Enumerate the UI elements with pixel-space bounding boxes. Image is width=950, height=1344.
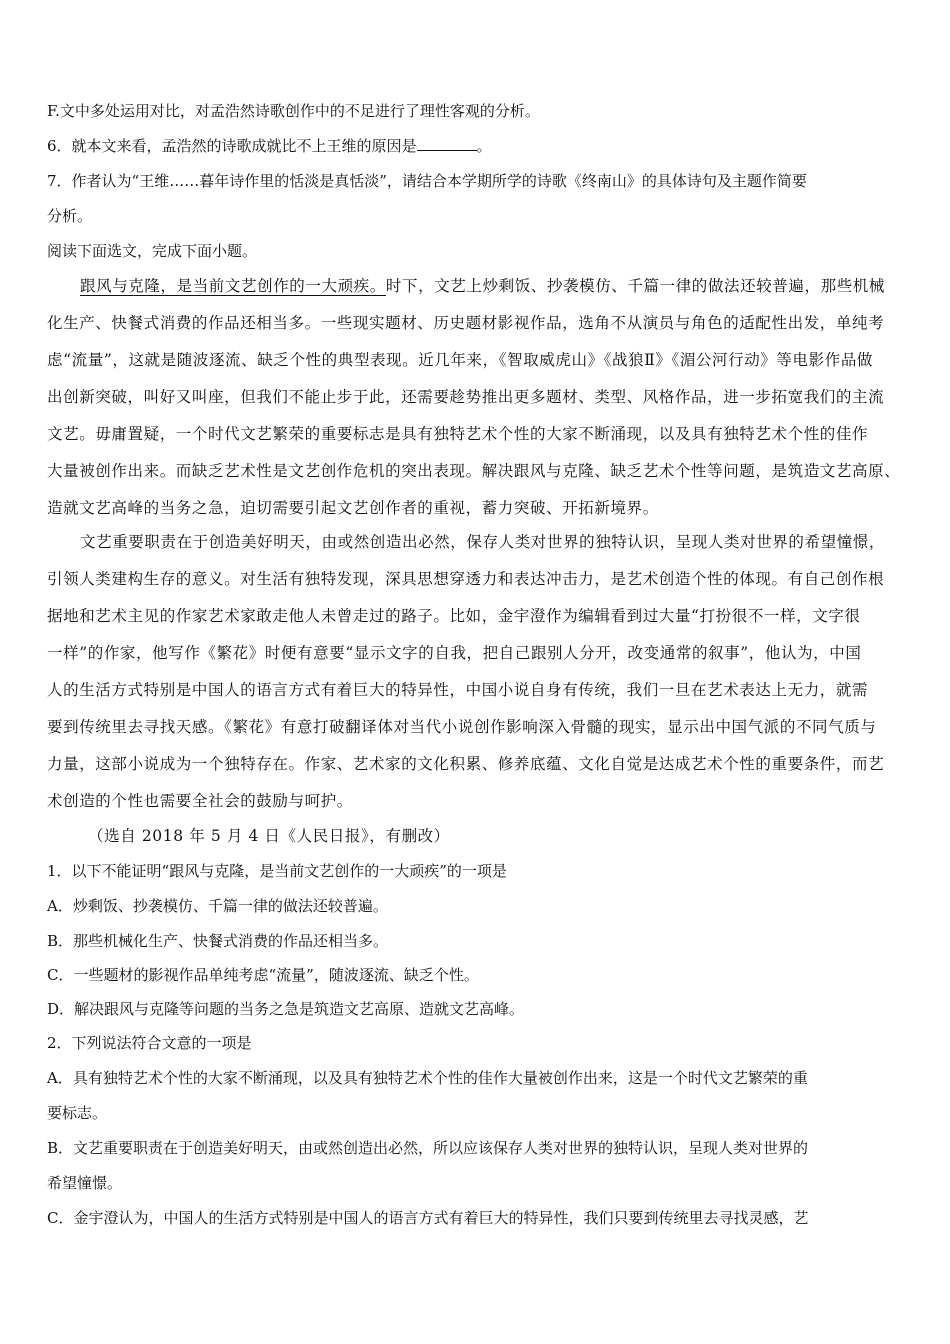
question-2-option-a-line2: 要标志。 (47, 1104, 108, 1122)
passage-p1-line1 (80, 275, 950, 297)
answer-blank (417, 136, 477, 151)
question-1-stem: 1．以下不能证明“跟风与克隆，是当前文艺创作的一大顽疾”的一项是 (47, 862, 507, 880)
passage-source: （选自 2018 年 5 月 4 日《人民日报》，有删改） (88, 827, 450, 845)
question-2-stem: 2．下列说法符合文意的一项是 (47, 1034, 252, 1052)
question-6 (47, 135, 950, 157)
passage-p2-line1: 文艺重要职责在于创造美好明天，由或然创造出必然，保存人类对世界的独特认识，呈现人类对世界的希望憧憬， (80, 533, 886, 551)
passage-p1-line4: 出创新突破，叫好又叫座，但我们不能止步于此，还需要趁势推出更多题材、类型、风格作品，进一步拓宽我们的主流 (47, 388, 885, 406)
passage-p2-line8: 术创造的个性也需要全社会的鼓励与呵护。 (47, 792, 353, 810)
question-7-line1: 7．作者认为“王维……暮年诗作里的恬淡是真恬淡”，请结合本学期所学的诗歌《终南山》的具体诗句及主题作简要 (47, 172, 807, 190)
passage-p2-line3: 据地和艺术主见的作家艺术家敢走他人未曾走过的路子。比如，金宇澄作为编辑看到过大量“打扮很不一样，文字很 (47, 607, 861, 625)
passage-p1-line7: 造就文艺高峰的当务之急，迫切需要引起文艺创作者的重视，蓄力突破、开拓新境界。 (47, 499, 659, 517)
reading-instruction: 阅读下面选文，完成下面小题。 (47, 242, 258, 260)
underlined-thesis: 跟风与克隆，是当前文艺创作的一大顽疾。 (80, 277, 386, 295)
question-2-option-b-line1: B．文艺重要职责在于创造美好明天，由或然创造出必然，所以应该保存人类对世界的独特认识，呈现人类对世界的 (47, 1139, 809, 1157)
passage-p1-line1-rest: 时下，文艺上炒剩饭、抄袭模仿、千篇一律的做法还较普遍，那些机械 (385, 277, 886, 295)
passage-p1-line5: 文艺。毋庸置疑，一个时代文艺繁荣的重要标志是具有独特艺术个性的大家不断涌现，以及具有独特艺术个性的佳作 (47, 425, 869, 443)
passage-p1-line6: 大量被创作出来。而缺乏艺术性是文艺创作危机的突出表现。解决跟风与克隆、缺乏艺术个性等问题，是筑造文艺高原、 (47, 462, 901, 480)
question-2-option-b-line2: 希望憧憬。 (47, 1174, 123, 1192)
passage-p2-line5: 人的生活方式特别是中国人的语言方式有着巨大的特异性，中国小说自身有传统，我们一旦在艺术表达上无力，就需 (47, 681, 869, 699)
question-1-option-d: D．解决跟风与克隆等问题的当务之急是筑造文艺高原、造就文艺高峰。 (47, 1000, 525, 1018)
passage-p2-line4: 一样”的作家，他写作《繁花》时便有意要“显示文字的自我，把自己跟别人分开，改变通常的叙事”，他认为，中国 (47, 644, 862, 662)
passage-p1-line3: 虑“流量”，这就是随波逐流、缺乏个性的典型表现。近几年来，《智取威虎山》《战狼Ⅱ》《湄公河行动》等电影作品做 (47, 351, 874, 369)
passage-p2-line6: 要到传统里去寻找天感。《繁花》有意打破翻译体对当代小说创作影响深入骨髓的现实，显示出中国气派的不同气质与 (47, 718, 877, 736)
question-6-end: 。 (476, 137, 492, 155)
passage-p2-line2: 引领人类建构生存的意义。对生活有独特发现，深具思想穿透力和表达冲击力，是艺术创造个性的体现。有自己创作根 (47, 570, 885, 588)
question-7-line2: 分析。 (47, 207, 93, 225)
passage-p1-line2: 化生产、快餐式消费的作品还相当多。一些现实题材、历史题材影视作品，选角不从演员与角色的适配性出发，单纯考 (47, 314, 885, 332)
question-2-option-c-line1: C．金宇澄认为，中国人的生活方式特别是中国人的语言方式有着巨大的特异性，我们只要到传统里去寻找灵感，艺 (47, 1209, 809, 1227)
passage-p2-line7: 力量，这部小说成为一个独特存在。作家、艺术家的文化积累、修养底蕴、文化自觉是达成艺术个性的重要条件，而艺 (47, 755, 885, 773)
question-1-option-a: A．炒剩饭、抄袭模仿、千篇一律的做法还较普遍。 (47, 897, 388, 915)
question-6-text: 6．就本文来看，孟浩然的诗歌成就比不上王维的原因是 (47, 137, 417, 155)
option-f: F.文中多处运用对比，对孟浩然诗歌创作中的不足进行了理性客观的分析。 (47, 102, 540, 120)
question-1-option-b: B．那些机械化生产、快餐式消费的作品还相当多。 (47, 932, 389, 950)
question-2-option-a-line1: A．具有独特艺术个性的大家不断涌现，以及具有独特艺术个性的佳作大量被创作出来，这是一个时代文艺繁荣的重 (47, 1069, 808, 1087)
question-1-option-c: C．一些题材的影视作品单纯考虑“流量”，随波逐流、缺乏个性。 (47, 966, 479, 984)
